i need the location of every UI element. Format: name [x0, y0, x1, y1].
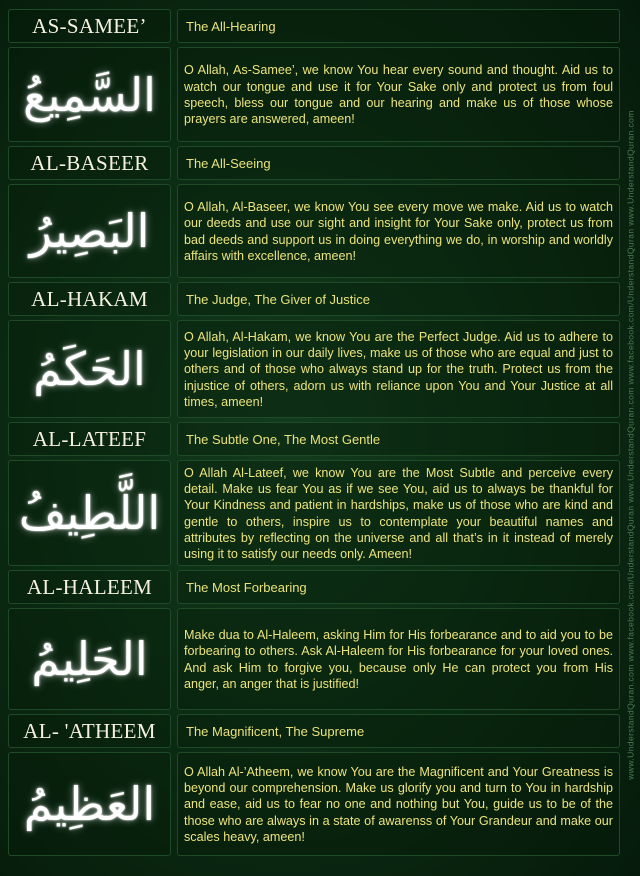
dua-text: O Allah Al-Lateef, we know You are the Most Subtle and perceive every detail. Make us fear You as if we see You, aid us to always be thankful for Your Kindness and patient in hardships, make us of those who are kind and gentle to others, inspire us to contemplate your beautiful names and attributes by reflecting on the universe and all that’s in it instead of merely using it to satisfy our needs only. Ameen! [184, 465, 613, 562]
dua-panel [177, 320, 620, 418]
name-section-al-lateef [8, 422, 620, 566]
arabic-calligraphy: البَصِيرُ [29, 204, 150, 258]
dua-panel [177, 460, 620, 566]
arabic-calligraphy: الحَلِيمُ [31, 632, 148, 686]
name-header [8, 146, 171, 180]
calligraphy-panel [8, 320, 171, 418]
name-section-al-hakam [8, 282, 620, 418]
title-header [177, 146, 620, 180]
name-label: AL-LATEEF [32, 426, 147, 451]
calligraphy-panel [8, 752, 171, 856]
dua-panel [177, 47, 620, 142]
title-header [177, 9, 620, 43]
name-section-as-samee [8, 9, 620, 142]
name-label: AL-BASEER [30, 150, 149, 175]
name-meaning: The Most Forbearing [186, 579, 307, 595]
names-list [8, 9, 620, 860]
name-meaning: The Subtle One, The Most Gentle [186, 431, 381, 447]
name-section-al-haleem [8, 570, 620, 710]
name-meaning: The Judge, The Giver of Justice [186, 291, 371, 307]
title-header [177, 570, 620, 604]
watermark-strip [625, 20, 637, 870]
calligraphy-panel [8, 184, 171, 278]
name-header [8, 422, 171, 456]
title-header [177, 714, 620, 748]
dua-panel [177, 608, 620, 710]
arabic-calligraphy: الحَكَمُ [33, 342, 146, 396]
calligraphy-panel [8, 608, 171, 710]
name-section-al-baseer [8, 146, 620, 278]
name-header [8, 9, 171, 43]
name-label: AL- 'ATHEEM [23, 718, 156, 743]
name-meaning: The All-Hearing [186, 18, 276, 34]
name-label: AL-HAKAM [31, 286, 148, 311]
name-header [8, 282, 171, 316]
dua-text: O Allah, Al-Hakam, we know You are the Perfect Judge. Aid us to adhere to your legislation in our daily lives, make us of those who are equal and just to others and of those who always stand up for the truth. Protect us from the injustice of others, adorn us with reliance upon You and Your Justice at all times, ameen! [184, 329, 613, 409]
dua-text: O Allah, Al-Baseer, we know You see every move we make. Aid us to watch our deeds and use our sight and insight for Your Sake only, protect us from bad deeds and support us in doing everything we do, in worship and worldly affairs with excellence, ameen! [184, 199, 613, 263]
name-header [8, 714, 171, 748]
name-meaning: The All-Seeing [186, 155, 271, 171]
watermark-text: www.UnderstandQuran.com www.facebook.com/UnderstandQuran www.UnderstandQuran.com www.facebook.com/UnderstandQuran www.UnderstandQuran.com [626, 110, 637, 780]
name-meaning: The Magnificent, The Supreme [186, 723, 365, 739]
name-label: AL-HALEEM [26, 574, 153, 599]
calligraphy-panel [8, 460, 171, 566]
arabic-calligraphy: السَّمِيعُ [23, 67, 156, 122]
calligraphy-panel [8, 47, 171, 142]
name-section-al-atheem [8, 714, 620, 856]
name-header [8, 570, 171, 604]
dua-panel [177, 184, 620, 278]
arabic-calligraphy: العَظِيمُ [23, 777, 156, 831]
arabic-calligraphy: اللَّطِيفُ [18, 486, 161, 540]
dua-text: Make dua to Al-Haleem, asking Him for His forbearance and to aid you to be forbearing to others. Ask Al-Haleem for His forbearance for your loved ones. And ask Him to forgive you, because only He can protect you from His anger, an anger that is justified! [184, 627, 613, 691]
title-header [177, 422, 620, 456]
dua-text: O Allah, As-Samee’, we know You hear every sound and thought. Aid us to watch our tongue and use it for Your Sake only and protect us from foul speech, bless our tongue and our hearing and make us of those whose prayers are answered, ameen! [184, 63, 613, 127]
dua-panel [177, 752, 620, 856]
title-header [177, 282, 620, 316]
name-label: AS-SAMEE’ [32, 13, 147, 38]
dua-text: O Allah Al-’Atheem, we know You are the Magnificent and Your Greatness is beyond our comprehension. Make us glorify you and turn to You in hardship and ease, aid us to fear no one and nothing but You, guide us to be of the those who are always in a state of awarenss of Your Grandeur and make our scales heavy, ameen! [184, 764, 613, 844]
